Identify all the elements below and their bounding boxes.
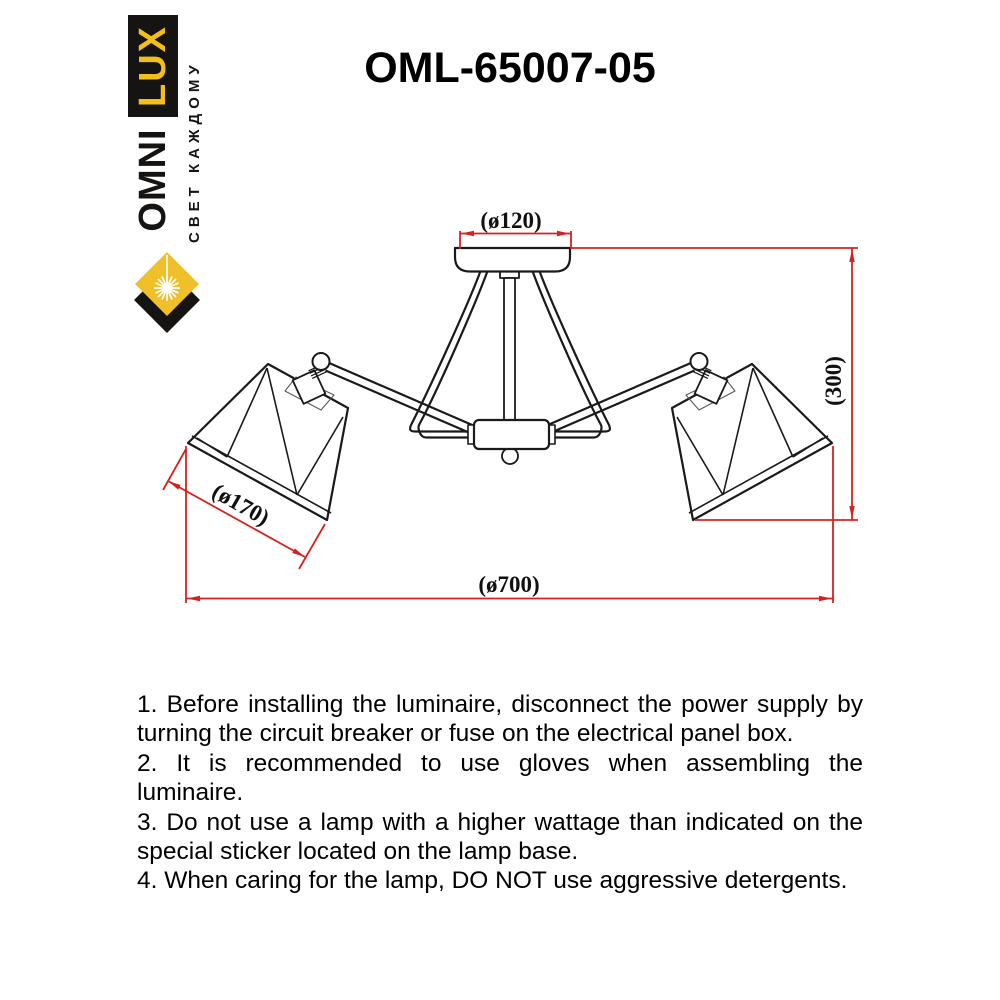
ball-joint-left [313,353,330,370]
dim-overall-diameter-label: (ø700) [478,572,540,597]
dim-height-label: (300) [821,356,846,406]
lampshade-right [672,364,832,520]
shade-arm-right [542,363,695,437]
logo-lux-label: LUX [132,25,174,107]
instruction-item-2: 2. It is recommended to use gloves when assembling the luminaire. [137,749,863,807]
safety-instructions [137,690,863,896]
ceiling-canopy [455,248,570,272]
logo-omni-label: OMNI [132,128,174,232]
instruction-item-3: 3. Do not use a lamp with a higher wattage than indicated on the special sticker located on the lamp base. [137,808,863,866]
dim-canopy-diameter-label: (ø120) [480,208,542,233]
shade-arm-left [326,363,479,437]
dim-shade-diameter-label: (ø170) [207,478,274,531]
ball-joint-right [691,353,708,370]
logo-tagline: СВЕТ КАЖДОМУ [186,60,203,243]
center-rod [504,278,515,420]
body-hub [474,420,549,449]
finial-ball [502,448,518,464]
instruction-item-4: 4. When caring for the lamp, DO NOT use aggressive detergents. [137,867,848,895]
product-title: OML-65007-05 [364,44,656,92]
instruction-item-1: 1. Before installing the luminaire, disconnect the power supply by turning the circuit breaker or fuse on the electrical panel box. [137,691,863,748]
